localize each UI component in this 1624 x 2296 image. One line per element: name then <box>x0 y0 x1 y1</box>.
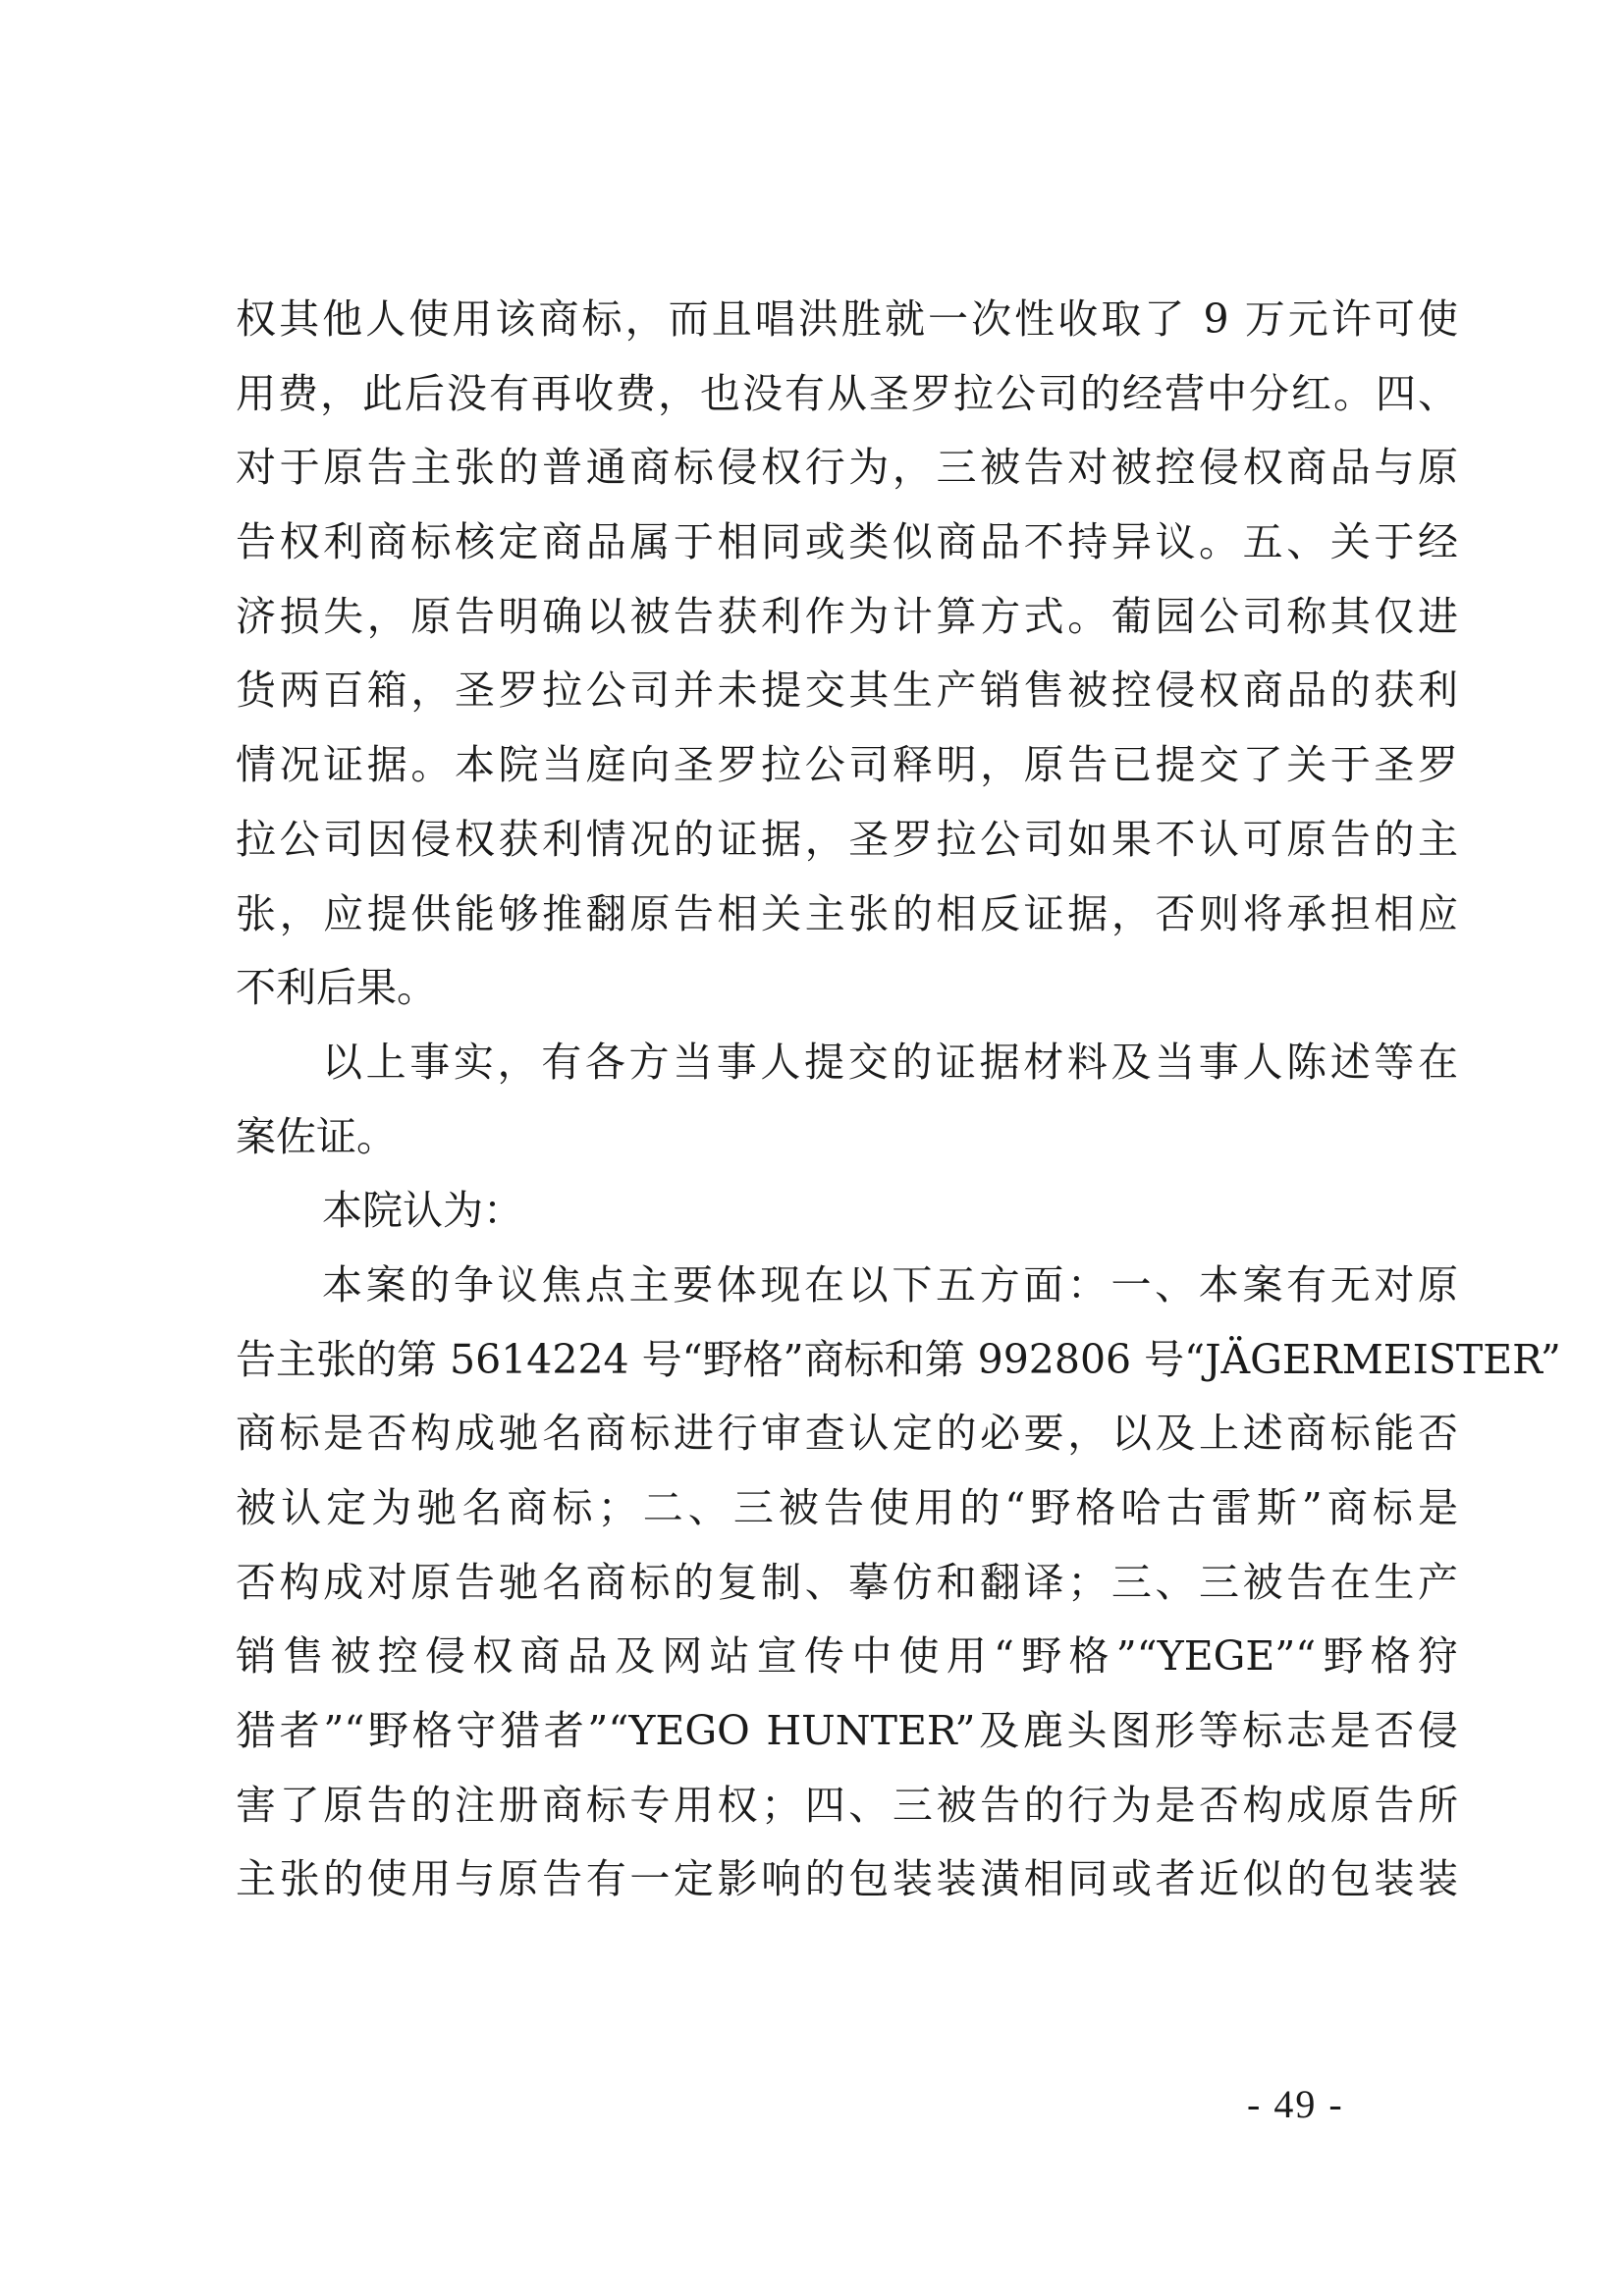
text-line: 告主张的第 5614224 号“野格”商标和第 992806 号“JÄGERMEISTER” <box>236 1335 1561 1383</box>
text-line: 济损失，原告明确以被告获利作为计算方式。葡园公司称其仅进 <box>236 592 1458 640</box>
text-line: 货两百箱，圣罗拉公司并未提交其生产销售被控侵权商品的获利 <box>236 667 1458 715</box>
text-line: 被认定为驰名商标；二、三被告使用的“野格哈古雷斯”商标是 <box>236 1484 1458 1531</box>
text-line: 张，应提供能够推翻原告相关主张的相反证据，否则将承担相应 <box>236 889 1458 937</box>
text-line: 不利后果。 <box>236 964 437 1012</box>
text-line: 用费，此后没有再收费，也没有从圣罗拉公司的经营中分红。四、 <box>236 369 1458 417</box>
text-line: 本案的争议焦点主要体现在以下五方面：一、本案有无对原 <box>322 1260 1458 1308</box>
text-line: 否构成对原告驰名商标的复制、摹仿和翻译；三、三被告在生产 <box>236 1558 1458 1606</box>
text-line: 销售被控侵权商品及网站宣传中使用“野格”“YEGE”“野格狩 <box>236 1632 1458 1681</box>
body-text <box>236 283 1561 1917</box>
text-line: 对于原告主张的普通商标侵权行为，三被告对被控侵权商品与原 <box>236 444 1458 492</box>
text-line: 案佐证。 <box>236 1112 397 1160</box>
text-line: 情况证据。本院当庭向圣罗拉公司释明，原告已提交了关于圣罗 <box>236 741 1458 789</box>
text-line: 主张的使用与原告有一定影响的包装装潢相同或者近似的包装装 <box>236 1855 1458 1903</box>
text-line: 告权利商标核定商品属于相同或类似商品不持异议。五、关于经 <box>236 518 1458 566</box>
page-number: - 49 - <box>1247 2082 1344 2126</box>
text-line: 商标是否构成驰名商标进行审查认定的必要，以及上述商标能否 <box>236 1410 1458 1458</box>
text-line: 以上事实，有各方当事人提交的证据材料及当事人陈述等在 <box>322 1038 1458 1086</box>
text-line: 猎者”“野格守猎者”“YEGO HUNTER”及鹿头图形等标志是否侵 <box>236 1707 1458 1755</box>
text-line: 害了原告的注册商标专用权；四、三被告的行为是否构成原告所 <box>236 1781 1458 1829</box>
text-line: 本院认为： <box>322 1187 523 1235</box>
text-line: 权其他人使用该商标，而且唱洪胜就一次性收取了 9 万元许可使 <box>236 295 1458 343</box>
text-line: 拉公司因侵权获利情况的证据，圣罗拉公司如果不认可原告的主 <box>236 815 1458 863</box>
